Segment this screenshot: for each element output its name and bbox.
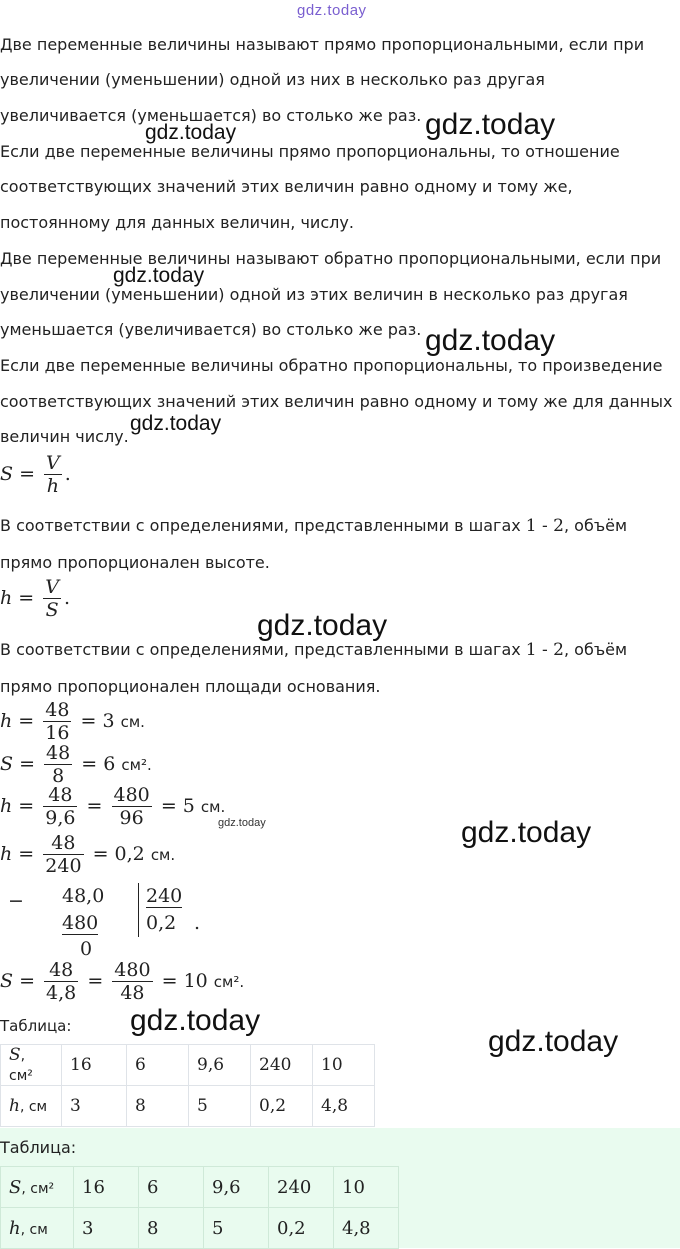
formula-s-v-h: S = $\frac{V}{h}$ . bbox=[0, 452, 71, 497]
paragraph: постоянному для данных величин, числу. bbox=[0, 213, 354, 232]
formula-h-5: h = $\frac{48}{9,6}$ = $\frac{480}{96}$ = 5 см. bbox=[0, 784, 226, 829]
watermark: gdz.today bbox=[297, 2, 367, 19]
formula-h-3: h = $\frac{48}{16}$ = 3 см. bbox=[0, 699, 145, 744]
formula-h-v-s: h = $\frac{V}{S}$ . bbox=[0, 576, 71, 621]
watermark: gdz.today bbox=[130, 1004, 261, 1037]
paragraph: увеличивается (уменьшается) во столько же раз. bbox=[0, 106, 422, 125]
paragraph: увеличении (уменьшении) одной из этих величин в несколько раз другая bbox=[0, 285, 628, 304]
table-row: S, см² 16 6 9,6 240 10 bbox=[1, 1045, 375, 1086]
table-title: Таблица: bbox=[0, 1017, 72, 1035]
paragraph: Если две переменные величины обратно пропорциональны, то произведение bbox=[0, 356, 663, 375]
formula-h-0-2: h = $\frac{48}{240}$ = 0,2 см. bbox=[0, 832, 176, 877]
watermark: gdz.today bbox=[218, 817, 266, 829]
paragraph: прямо пропорционален площади основания. bbox=[0, 677, 381, 696]
paragraph: соответствующих значений этих величин равно одному и тому же для данных bbox=[0, 392, 673, 411]
paragraph: увеличении (уменьшении) одной из них в несколько раз другая bbox=[0, 70, 545, 89]
answer-title: Таблица: bbox=[0, 1138, 77, 1157]
paragraph: Две переменные величины называют обратно пропорциональными, если при bbox=[0, 249, 662, 268]
table-row: h, см 3 8 5 0,2 4,8 bbox=[1, 1208, 399, 1249]
answer-table bbox=[0, 1166, 399, 1249]
watermark: gdz.today bbox=[425, 108, 556, 141]
paragraph: В соответствии с определениями, представленными в шагах 1 - 2, объём bbox=[0, 640, 628, 660]
paragraph: величин числу. bbox=[0, 427, 129, 446]
watermark: gdz.today bbox=[425, 324, 556, 357]
watermark: gdz.today bbox=[461, 816, 592, 849]
paragraph: В соответствии с определениями, представленными в шагах 1 - 2, объём bbox=[0, 516, 628, 536]
paragraph: Если две переменные величины прямо пропорциональны, то отношение bbox=[0, 142, 620, 161]
watermark: gdz.today bbox=[257, 609, 388, 642]
watermark: gdz.today bbox=[113, 264, 205, 287]
formula-s-6: S = $\frac{48}{8}$ = 6 см². bbox=[0, 742, 152, 787]
watermark: gdz.today bbox=[130, 412, 222, 435]
table-row: h, см 3 8 5 0,2 4,8 bbox=[1, 1086, 375, 1127]
paragraph: Две переменные величины называют прямо пропорциональными, если при bbox=[0, 35, 645, 54]
formula-s-10: S = $\frac{48}{4,8}$ = $\frac{480}{48}$ = 10 см². bbox=[0, 959, 245, 1004]
paragraph: соответствующих значений этих величин равно одному и тому же, bbox=[0, 177, 573, 196]
watermark: gdz.today bbox=[145, 121, 237, 144]
values-table bbox=[0, 1044, 375, 1127]
watermark: gdz.today bbox=[488, 1025, 619, 1058]
long-division: − 48,0 480 0 240 0,2 . bbox=[8, 885, 201, 960]
paragraph: прямо пропорционален высоте. bbox=[0, 553, 270, 572]
paragraph: уменьшается (увеличивается) во столько же раз. bbox=[0, 320, 422, 339]
table-row: S, см² 16 6 9,6 240 10 bbox=[1, 1167, 399, 1208]
